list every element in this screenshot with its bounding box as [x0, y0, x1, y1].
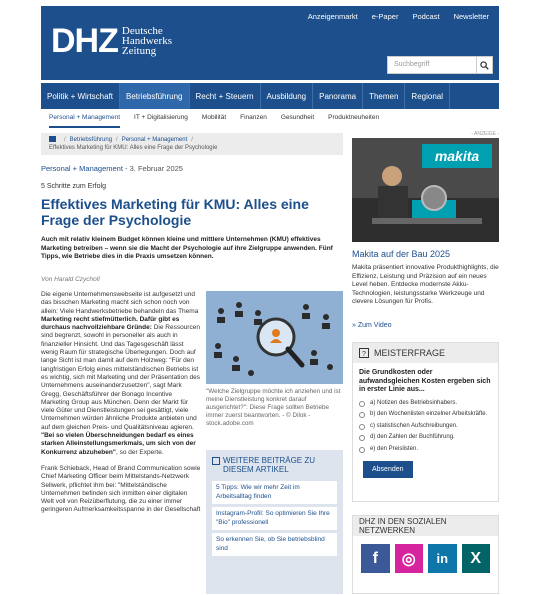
related-heading: WEITERE BEITRÄGE ZU DIESEM ARTIKEL — [223, 456, 316, 474]
article-lead: Auch mit relativ kleinem Budget können kleine und mittlere Unternehmen (KMU) effektives Marketing betreiben – wenn sie die Macht der Psychologie auf ihre Zielgruppe anwenden. Fünf Tipps, wie Betriebe dies in die Praxis umsetzen können. — [41, 236, 333, 260]
article-author: Von Harald Czycholl — [41, 276, 100, 283]
article-date: - 3. Februar 2025 — [122, 164, 183, 173]
search-icon — [480, 61, 489, 70]
radio-button[interactable] — [359, 447, 365, 453]
makita-ad-image[interactable] — [352, 138, 499, 242]
question-icon — [359, 348, 369, 358]
top-link-podcast[interactable]: Podcast — [412, 12, 440, 21]
related-link[interactable]: Instagram-Profil: So optimieren Sie Ihre "Bio" professionell — [212, 507, 337, 530]
breadcrumb-personal-management[interactable]: Personal + Management — [121, 137, 188, 143]
breadcrumb-current: Effektives Marketing für KMU: Alles eine Frage der Psychologie — [49, 145, 218, 151]
breadcrumb: / Betriebsführung / Personal + Management / Effektives Marketing für KMU: Alles eine Frage der Psychologie — [41, 133, 343, 155]
subnav-personal-management[interactable]: Personal + Management — [49, 114, 120, 128]
subnav-mobilitaet[interactable]: Mobilität — [201, 114, 227, 121]
poll-question: Die Grundkosten oder aufwandsgleichen Kosten ergeben sich in erster Linie aus... — [359, 369, 491, 393]
magnifier-people-illustration — [206, 291, 343, 384]
nav-recht-steuern[interactable]: Recht + Steuern — [190, 83, 261, 109]
search-box — [387, 56, 493, 74]
poll-option[interactable]: e) den Preislisten. — [353, 444, 498, 456]
search-button[interactable] — [476, 57, 492, 73]
home-icon[interactable] — [49, 136, 56, 142]
article-category[interactable]: Personal + Management — [41, 164, 123, 173]
linkedin-icon[interactable]: in — [428, 544, 457, 573]
svg-text:?: ? — [362, 351, 366, 358]
article-title: Effektives Marketing für KMU: Alles eine Frage der Psychologie — [41, 196, 309, 228]
related-link[interactable]: 5 Tipps: Wie wir mehr Zeit im Arbeitsalltag finden — [212, 481, 337, 504]
poll-option[interactable]: d) den Zahlen der Buchführung. — [353, 432, 498, 444]
ad-photo — [352, 138, 499, 242]
nav-themen[interactable]: Themen — [363, 83, 405, 109]
article-kicker: 5 Schritte zum Erfolg — [41, 183, 106, 190]
dhz-logo[interactable] — [51, 24, 172, 58]
ad-brand: makita — [434, 148, 480, 164]
search-input[interactable]: Suchbegriff — [394, 61, 430, 68]
logo-wordmark: Deutsche Handwerks Zeitung — [121, 25, 172, 57]
social-networks — [352, 515, 499, 594]
social-heading: DHZ IN DEN SOZIALEN NETZWERKEN — [353, 516, 498, 536]
article-image[interactable] — [206, 291, 343, 384]
subnav-gesundheit[interactable]: Gesundheit — [280, 114, 315, 121]
poll-option[interactable]: a) Notizen des Betriebsinhabers. — [353, 398, 498, 410]
radio-button[interactable] — [359, 412, 365, 418]
image-caption: "Welche Zielgruppe möchte ich anziehen und ist meine Dienstleistung konkret darauf ausgerichtet?": Diese Frage sollten Betriebe immer zuerst beantworten. - © Dilok - stock.adobe.com — [206, 388, 341, 427]
radio-button[interactable] — [359, 401, 365, 407]
related-articles — [206, 450, 343, 594]
ad-label: - ANZEIGE - — [471, 131, 499, 137]
top-link-anzeigenmarkt[interactable]: Anzeigenmarkt — [307, 12, 358, 21]
poll-option[interactable]: b) den Wochenlisten einzelner Arbeitskräfte. — [353, 409, 498, 421]
article-paragraph: Frank Schieback, Head of Brand Communication sowie Chief Marketing Officer beim Mittelstands-Netzwerk Sellwerk, pflichtet ihm bei: "Mittelständische Unternehmen befinden sich inmitten einer digitalen Welt voll von Reizüberflutung, die zu einer immer geringeren Aufmerksamkeitsspanne in der Gesellschaft — [41, 464, 201, 514]
top-link-epaper[interactable]: e-Paper — [371, 12, 399, 21]
nav-politik-wirtschaft[interactable]: Politik + Wirtschaft — [41, 83, 120, 109]
nav-regional[interactable]: Regional — [405, 83, 450, 109]
poll-heading: MEISTERFRAGE — [374, 348, 446, 358]
nav-ausbildung[interactable]: Ausbildung — [261, 83, 314, 109]
poll-option[interactable]: c) statistischen Aufschreibungen. — [353, 421, 498, 433]
ad-video-link[interactable]: » Zum Video — [352, 322, 392, 329]
sub-nav — [41, 114, 499, 128]
top-links — [308, 12, 489, 21]
top-link-newsletter[interactable]: Newsletter — [453, 12, 489, 21]
main-nav — [41, 83, 499, 109]
breadcrumb-betriebsfuehrung[interactable]: Betriebsführung — [69, 137, 113, 143]
subnav-it-digitalisierung[interactable]: IT + Digitalisierung — [134, 114, 188, 121]
radio-button[interactable] — [359, 435, 365, 441]
ad-text: Makita präsentiert innovative Produkthighlights, die Effizienz, Leistung und Präzision auf ein neues Level heben. Entdecke modernste Akku-Technologien, leistungsstarke Werkzeuge und clevere Lösungen für Profis. — [352, 264, 499, 305]
site-header — [41, 6, 499, 80]
nav-betriebsfuehrung[interactable]: Betriebsführung — [120, 83, 189, 109]
submit-button[interactable]: Absenden — [363, 461, 413, 478]
nav-panorama[interactable]: Panorama — [313, 83, 363, 109]
copy-icon — [212, 457, 220, 465]
meisterfrage-poll — [352, 342, 499, 502]
logo-mark: DHZ — [51, 22, 118, 60]
facebook-icon[interactable]: f — [361, 544, 390, 573]
ad-title[interactable]: Makita auf der Bau 2025 — [352, 249, 451, 259]
xing-icon[interactable]: X — [462, 544, 491, 573]
subnav-finanzen[interactable]: Finanzen — [240, 114, 267, 121]
article-paragraph: Die eigene Unternehmenswebseite ist aufgesetzt und das bisschen Marketing macht sich schon noch von allein: Viele Handwerksbetriebe behandeln das Thema Marketing recht stiefmütterlich. Dafür gibt es durchaus nachvollziehbare Gründe: Die Ressourcen sind begrenzt, sowohl in personeller als auch in finanzieller Hinsicht. Und das Tagesgeschäft lässt wenig Raum für strategische Überlegungen. Doch auf lange Sicht ist man damit auf dem Holzweg: "Für den langfristigen Erfolg eines mittelständischen Betriebs ist es wichtig, sich mit Marketing und der Präsentation des Unternehmens auseinanderzusetzen", sagt Mark Gregg, Geschäftsführer der Bonago Incentive Marketing Group aus München. Denn der Markt für viele Güter und Dienstleistungen sei gesättigt, viele Unternehmen würden ähnliche Produkte anbieten und auf dem gleichen Preis- und Qualitätsniveau agieren. "Bei so vielen Überschneidungen bedarf es eines starken Alleinstellungsmerkmals, um sich von der Konkurrenz abzuheben", so der Experte. — [41, 291, 200, 456]
related-link[interactable]: So erkennen Sie, ob Sie betriebsblind sind — [212, 533, 337, 556]
radio-button[interactable] — [359, 424, 365, 430]
subnav-produktneuheiten[interactable]: Produktneuheiten — [328, 114, 380, 121]
article-meta — [41, 164, 183, 173]
article-body — [41, 291, 201, 515]
instagram-icon[interactable]: ◎ — [395, 544, 424, 573]
